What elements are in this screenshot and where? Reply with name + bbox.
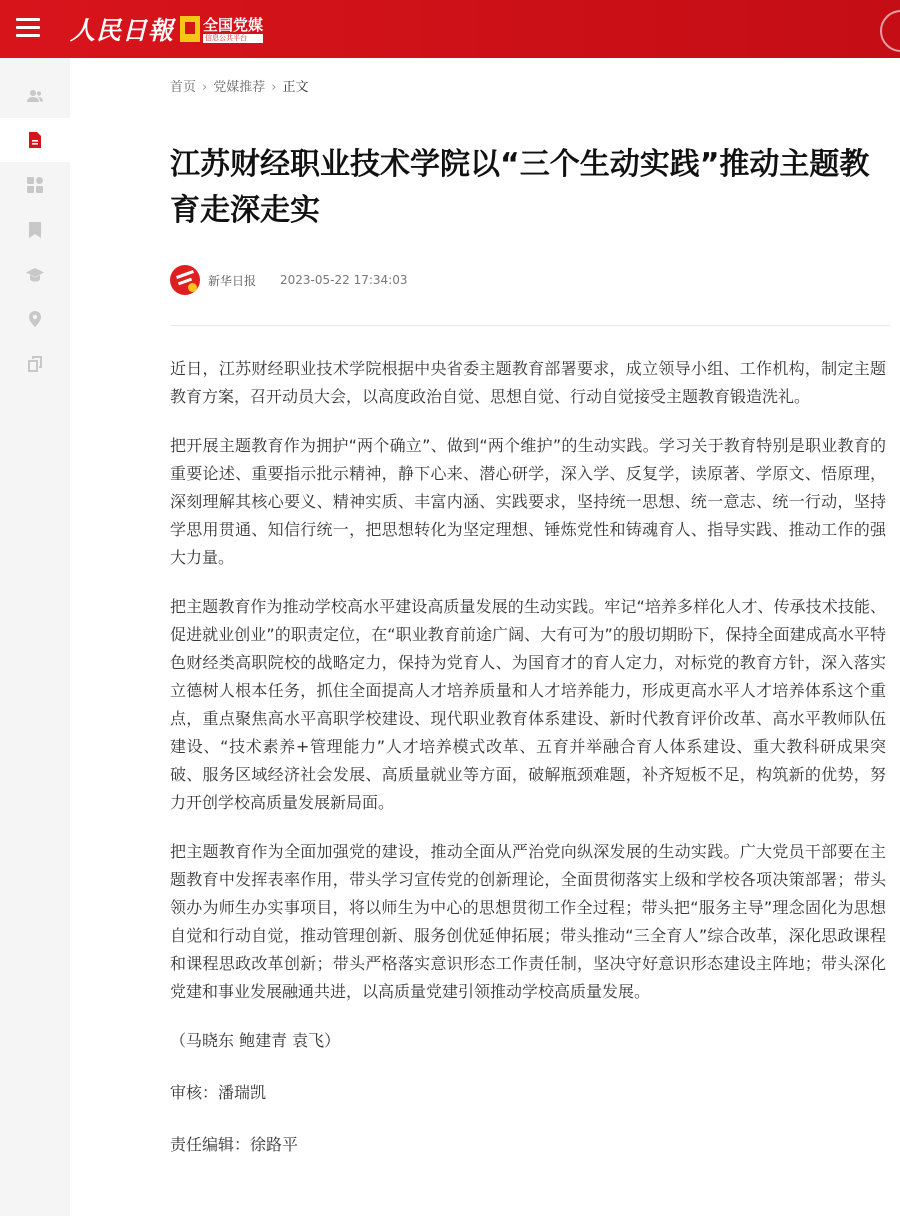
source-avatar[interactable] — [170, 265, 200, 295]
document-icon — [26, 131, 44, 149]
sidebar-item-grid[interactable] — [0, 163, 70, 207]
menu-icon[interactable] — [16, 18, 40, 40]
divider — [170, 325, 890, 326]
bookmark-icon — [26, 221, 44, 239]
article-source[interactable]: 新华日报 — [208, 273, 257, 288]
user-circle-button[interactable] — [880, 10, 900, 52]
logo-subtitle: 全国党媒 — [203, 15, 264, 34]
sidebar-item-education[interactable] — [0, 253, 70, 297]
article-time: 2023-05-22 17:34:03 — [280, 273, 408, 287]
breadcrumb-current: 正文 — [282, 80, 309, 95]
article-authors: （马晓东 鲍建青 袁飞） — [170, 1031, 341, 1050]
breadcrumb — [170, 76, 308, 95]
copy-icon — [26, 355, 44, 373]
site-logo[interactable] — [70, 10, 263, 48]
article-title: 江苏财经职业技术学院以“三个生动实践”推动主题教育走深走实 — [170, 147, 870, 228]
article-paragraph: 近日，江苏财经职业技术学院根据中央省委主题教育部署要求，成立领导小组、工作机构，制定主题教育方案，召开动员大会，以高度政治自觉、思想自觉、行动自觉接受主题教育锻造洗礼。 — [170, 359, 886, 406]
article-paragraph: 把主题教育作为全面加强党的建设，推动全面从严治党向纵深发展的生动实践。广大党员干部要在主题教育中发挥表率作用，带头学习宣传党的创新理论，全面贯彻落实上级和学校各项决策部署；带头领办为师生办实事项目，将以师生为中心的思想贯彻工作全过程；带头把“服务主导”理念固化为思想自觉和行动自觉，推动管理创新、服务创优延伸拓展；带头推动“三全育人”综合改革，深化思政课程和课程思政改革创新；带头严格落实意识形态工作责任制，坚决守好意识形态建设主阵地；带头深化党建和事业发展融通共进，以高质量党建引领推动学校高质量发展。 — [170, 842, 886, 1001]
sidebar-item-location[interactable] — [0, 297, 70, 341]
chevron-right-icon: › — [202, 80, 208, 95]
breadcrumb-section[interactable]: 党媒推荐 — [213, 80, 266, 95]
breadcrumb-home[interactable]: 首页 — [170, 80, 197, 95]
sidebar-item-document[interactable] — [0, 118, 70, 162]
sidebar-item-users[interactable] — [0, 74, 70, 118]
logo-text: 人民日報 — [70, 16, 175, 45]
logo-badge-icon — [180, 16, 200, 42]
top-header — [0, 0, 900, 58]
article-reviewer: 审核：潘瑞凯 — [170, 1083, 267, 1102]
logo-subtitle-small: 信息公共平台 — [203, 34, 263, 43]
sidebar-item-bookmark[interactable] — [0, 208, 70, 252]
article-paragraph: 把开展主题教育作为拥护“两个确立”、做到“两个维护”的生动实践。学习关于教育特别是职业教育的重要论述、重要指示批示精神，静下心来、潜心研学，深入学、反复学，读原著、学原文、悟原理，深刻理解其核心要义、精神实质、丰富内涵、实践要求，坚持统一思想、统一意志、统一行动，坚持学思用贯通、知信行统一，把思想转化为坚定理想、锤炼党性和铸魂育人、指导实践、推动工作的强大力量。 — [170, 436, 886, 567]
grid-icon — [26, 176, 44, 194]
logo-badge — [180, 16, 263, 43]
article-editor: 责任编辑：徐路平 — [170, 1135, 299, 1154]
article-paragraph: 把主题教育作为推动学校高水平建设高质量发展的生动实践。牢记“培养多样化人才、传承技术技能、促进就业创业”的职责定位，在“职业教育前途广阔、大有可为”的殷切期盼下，保持全面建成高水平特色财经类高职院校的战略定力，保持为党育人、为国育才的育人定力，对标党的教育方针，深入落实立德树人根本任务，抓住全面提高人才培养质量和人才培养能力，形成更高水平人才培养体系这个重点，重点聚焦高水平高职学校建设、现代职业教育体系建设、新时代教育评价改革、高水平教师队伍建设、“技术素养+管理能力”人才培养模式改革、五育并举融合育人体系建设、重大教科研成果突破、服务区域经济社会发展、高质量就业等方面，破解瓶颈难题，补齐短板不足，构筑新的优势，努力开创学校高质量发展新局面。 — [170, 597, 886, 812]
graduation-cap-icon — [26, 266, 44, 284]
sidebar — [0, 58, 70, 1216]
article-meta — [170, 264, 407, 296]
users-icon — [26, 87, 44, 105]
chevron-right-icon: › — [271, 80, 277, 95]
location-icon — [26, 310, 44, 328]
sidebar-item-copy[interactable] — [0, 342, 70, 386]
article-body — [170, 355, 886, 1183]
